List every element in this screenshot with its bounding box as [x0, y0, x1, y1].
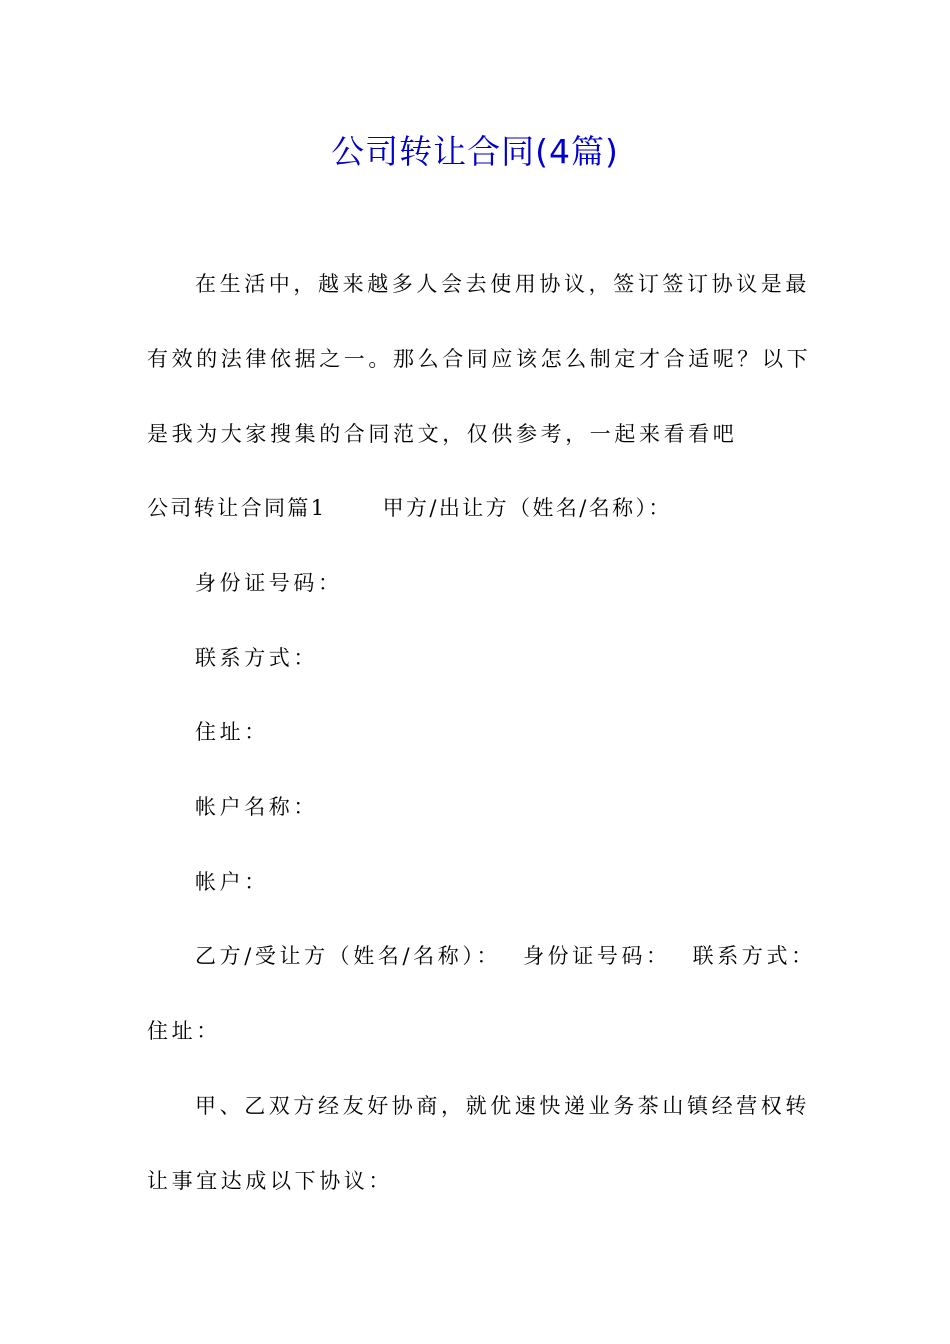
party-a-contact-field: 联系方式：: [195, 646, 318, 670]
party-a-id-field: 身份证号码：: [195, 571, 343, 595]
party-b-id-label: 身份证号码：: [523, 944, 671, 968]
section-heading: 公司转让合同篇1: [147, 496, 327, 520]
intro-line-1: 在生活中，越来越多人会去使用协议，签订签订协议是最: [195, 272, 810, 296]
intro-line-2: 有效的法律依据之一。那么合同应该怎么制定才合适呢？以下: [147, 347, 812, 371]
document-title: 公司转让合同(4篇): [331, 132, 619, 171]
section-heading-row: [147, 493, 672, 523]
party-b-address-label: 住址：: [147, 1019, 221, 1043]
agreement-line-1: 甲、乙双方经友好协商，就优速快递业务茶山镇经营权转: [195, 1094, 810, 1118]
party-a-label: 甲方/出让方（姓名/名称）：: [382, 496, 672, 520]
party-a-account-name-field: 帐户名称：: [195, 795, 318, 819]
party-b-contact-label: 联系方式：: [692, 944, 816, 968]
party-a-address-field: 住址：: [195, 720, 269, 744]
agreement-line-2: 让事宜达成以下协议：: [147, 1169, 393, 1193]
party-b-row: [195, 941, 816, 971]
party-b-name-label: 乙方/受让方（姓名/名称）：: [195, 944, 502, 968]
intro-line-3: 是我为大家搜集的合同范文，仅供参考，一起来看看吧: [147, 422, 738, 446]
party-a-account-field: 帐户：: [195, 870, 269, 894]
